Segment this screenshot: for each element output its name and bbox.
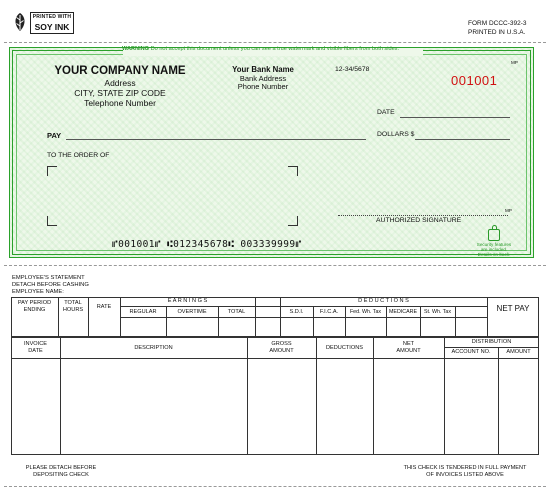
statement-title: EMPLOYEE'S STATEMENT	[12, 275, 85, 281]
row-divider	[120, 306, 487, 307]
distribution-amount-header: AMOUNT	[506, 349, 531, 355]
description-header: DESCRIPTION	[134, 345, 173, 351]
row-divider	[444, 347, 539, 348]
to-order-label: TO THE ORDER OF	[47, 152, 110, 159]
window-corner-tl	[47, 166, 57, 176]
date-label: DATE	[377, 109, 395, 116]
signature-label: AUTHORIZED SIGNATURE	[376, 217, 462, 224]
pay-period-header: PAY PERIOD	[17, 300, 52, 306]
col-divider	[316, 337, 317, 455]
logo-line2: SOY INK	[34, 22, 70, 32]
col-divider	[247, 337, 248, 455]
employee-name-label: EMPLOYEE NAME:	[12, 289, 64, 295]
micr-line: ⑈001001⑈ ⑆012345678⑆ 003339999⑈	[112, 239, 302, 250]
sdi-header: S.D.I.	[289, 309, 304, 315]
security-line1: Security features	[476, 242, 512, 247]
col-divider	[60, 337, 61, 455]
total-hours-header-2: HOURS	[62, 307, 84, 313]
amount-line	[415, 139, 510, 140]
invoice-header: INVOICE	[23, 341, 47, 347]
bank-name: Your Bank Name	[232, 65, 294, 74]
rate-header: RATE	[96, 304, 112, 310]
net-pay-header: NET PAY	[496, 304, 530, 313]
deductions-header: D E D U C T I O N S	[358, 298, 409, 304]
window-corner-tr	[288, 166, 298, 176]
perforation-top	[4, 42, 546, 43]
col-divider	[88, 297, 89, 337]
security-line2: are included.	[480, 247, 508, 252]
row-divider	[120, 317, 487, 318]
company-phone: Telephone Number	[84, 98, 156, 108]
pay-line	[66, 139, 366, 140]
company-address: Address	[104, 78, 136, 88]
warning-line	[122, 47, 399, 53]
logo-line1: PRINTED WITH	[32, 14, 72, 20]
pay-label: PAY	[47, 131, 62, 140]
net-header: NET	[402, 341, 415, 347]
mp-mark-signature: MP	[505, 208, 512, 213]
soy-leaf-icon	[12, 12, 28, 32]
dollars-label: DOLLARS $	[377, 131, 415, 138]
medicare-header: MEDICARE	[389, 309, 417, 315]
account-no-header: ACCOUNT NO.	[451, 349, 491, 355]
form-number: FORM DCCC-392-3	[468, 20, 527, 27]
st-wh-tax-header: St. Wh. Tax	[424, 309, 451, 315]
company-city: CITY, STATE ZIP CODE	[74, 88, 166, 98]
earnings-header: E A R N I N G S	[167, 298, 208, 304]
overtime-header: OVERTIME	[177, 309, 207, 315]
invoice-date-header: DATE	[28, 348, 43, 354]
total-hours-header-1: TOTAL	[64, 300, 82, 306]
regular-header: REGULAR	[129, 309, 157, 315]
earnings-total-header: TOTAL	[227, 309, 246, 315]
printed-in: PRINTED IN U.S.A.	[468, 29, 526, 36]
date-line	[400, 117, 510, 118]
footer-tender-2: OF INVOICES LISTED ABOVE	[426, 472, 504, 478]
col-divider	[455, 306, 456, 337]
col-divider	[373, 337, 374, 455]
invoice-deductions-header: DEDUCTIONS	[326, 345, 363, 351]
footer-detach-1: PLEASE DETACH BEFORE	[25, 465, 97, 471]
footer-detach-2: DEPOSITING CHECK	[33, 472, 89, 478]
net-amount-header: AMOUNT	[396, 348, 421, 354]
warning-text: Do not accept this document unless you can see a true watermark and visible fibers from both sides.	[150, 46, 400, 52]
fed-wh-tax-header: Fed. Wh. Tax	[349, 309, 382, 315]
routing-fraction: 12-34/5678	[335, 66, 370, 73]
bank-phone: Phone Number	[237, 82, 289, 91]
ending-header: ENDING	[23, 307, 46, 313]
warning-label: WARNING	[122, 46, 150, 52]
security-line3: Details on back.	[477, 252, 511, 257]
fica-header: F.I.C.A.	[319, 309, 339, 315]
col-divider	[498, 347, 499, 455]
company-name: YOUR COMPANY NAME	[54, 65, 186, 77]
lock-icon	[488, 229, 500, 241]
perforation-bottom	[4, 486, 546, 487]
gross-header: GROSS	[271, 341, 292, 347]
bank-address: Bank Address	[239, 74, 287, 83]
statement-detach: DETACH BEFORE CASHING	[12, 282, 89, 288]
soy-ink-logo	[30, 12, 74, 34]
mp-mark-top: MP	[511, 60, 518, 65]
gross-amount-header: AMOUNT	[269, 348, 294, 354]
window-corner-br	[288, 216, 298, 226]
row-divider	[11, 358, 539, 359]
footer-tender-1: THIS CHECK IS TENDERED IN FULL PAYMENT	[403, 465, 527, 471]
signature-line	[338, 215, 508, 216]
perforation-middle	[4, 265, 546, 266]
distribution-header: DISTRIBUTION	[471, 339, 512, 345]
col-divider	[487, 297, 488, 337]
check-number: 001001	[451, 73, 498, 88]
window-corner-bl	[47, 216, 57, 226]
